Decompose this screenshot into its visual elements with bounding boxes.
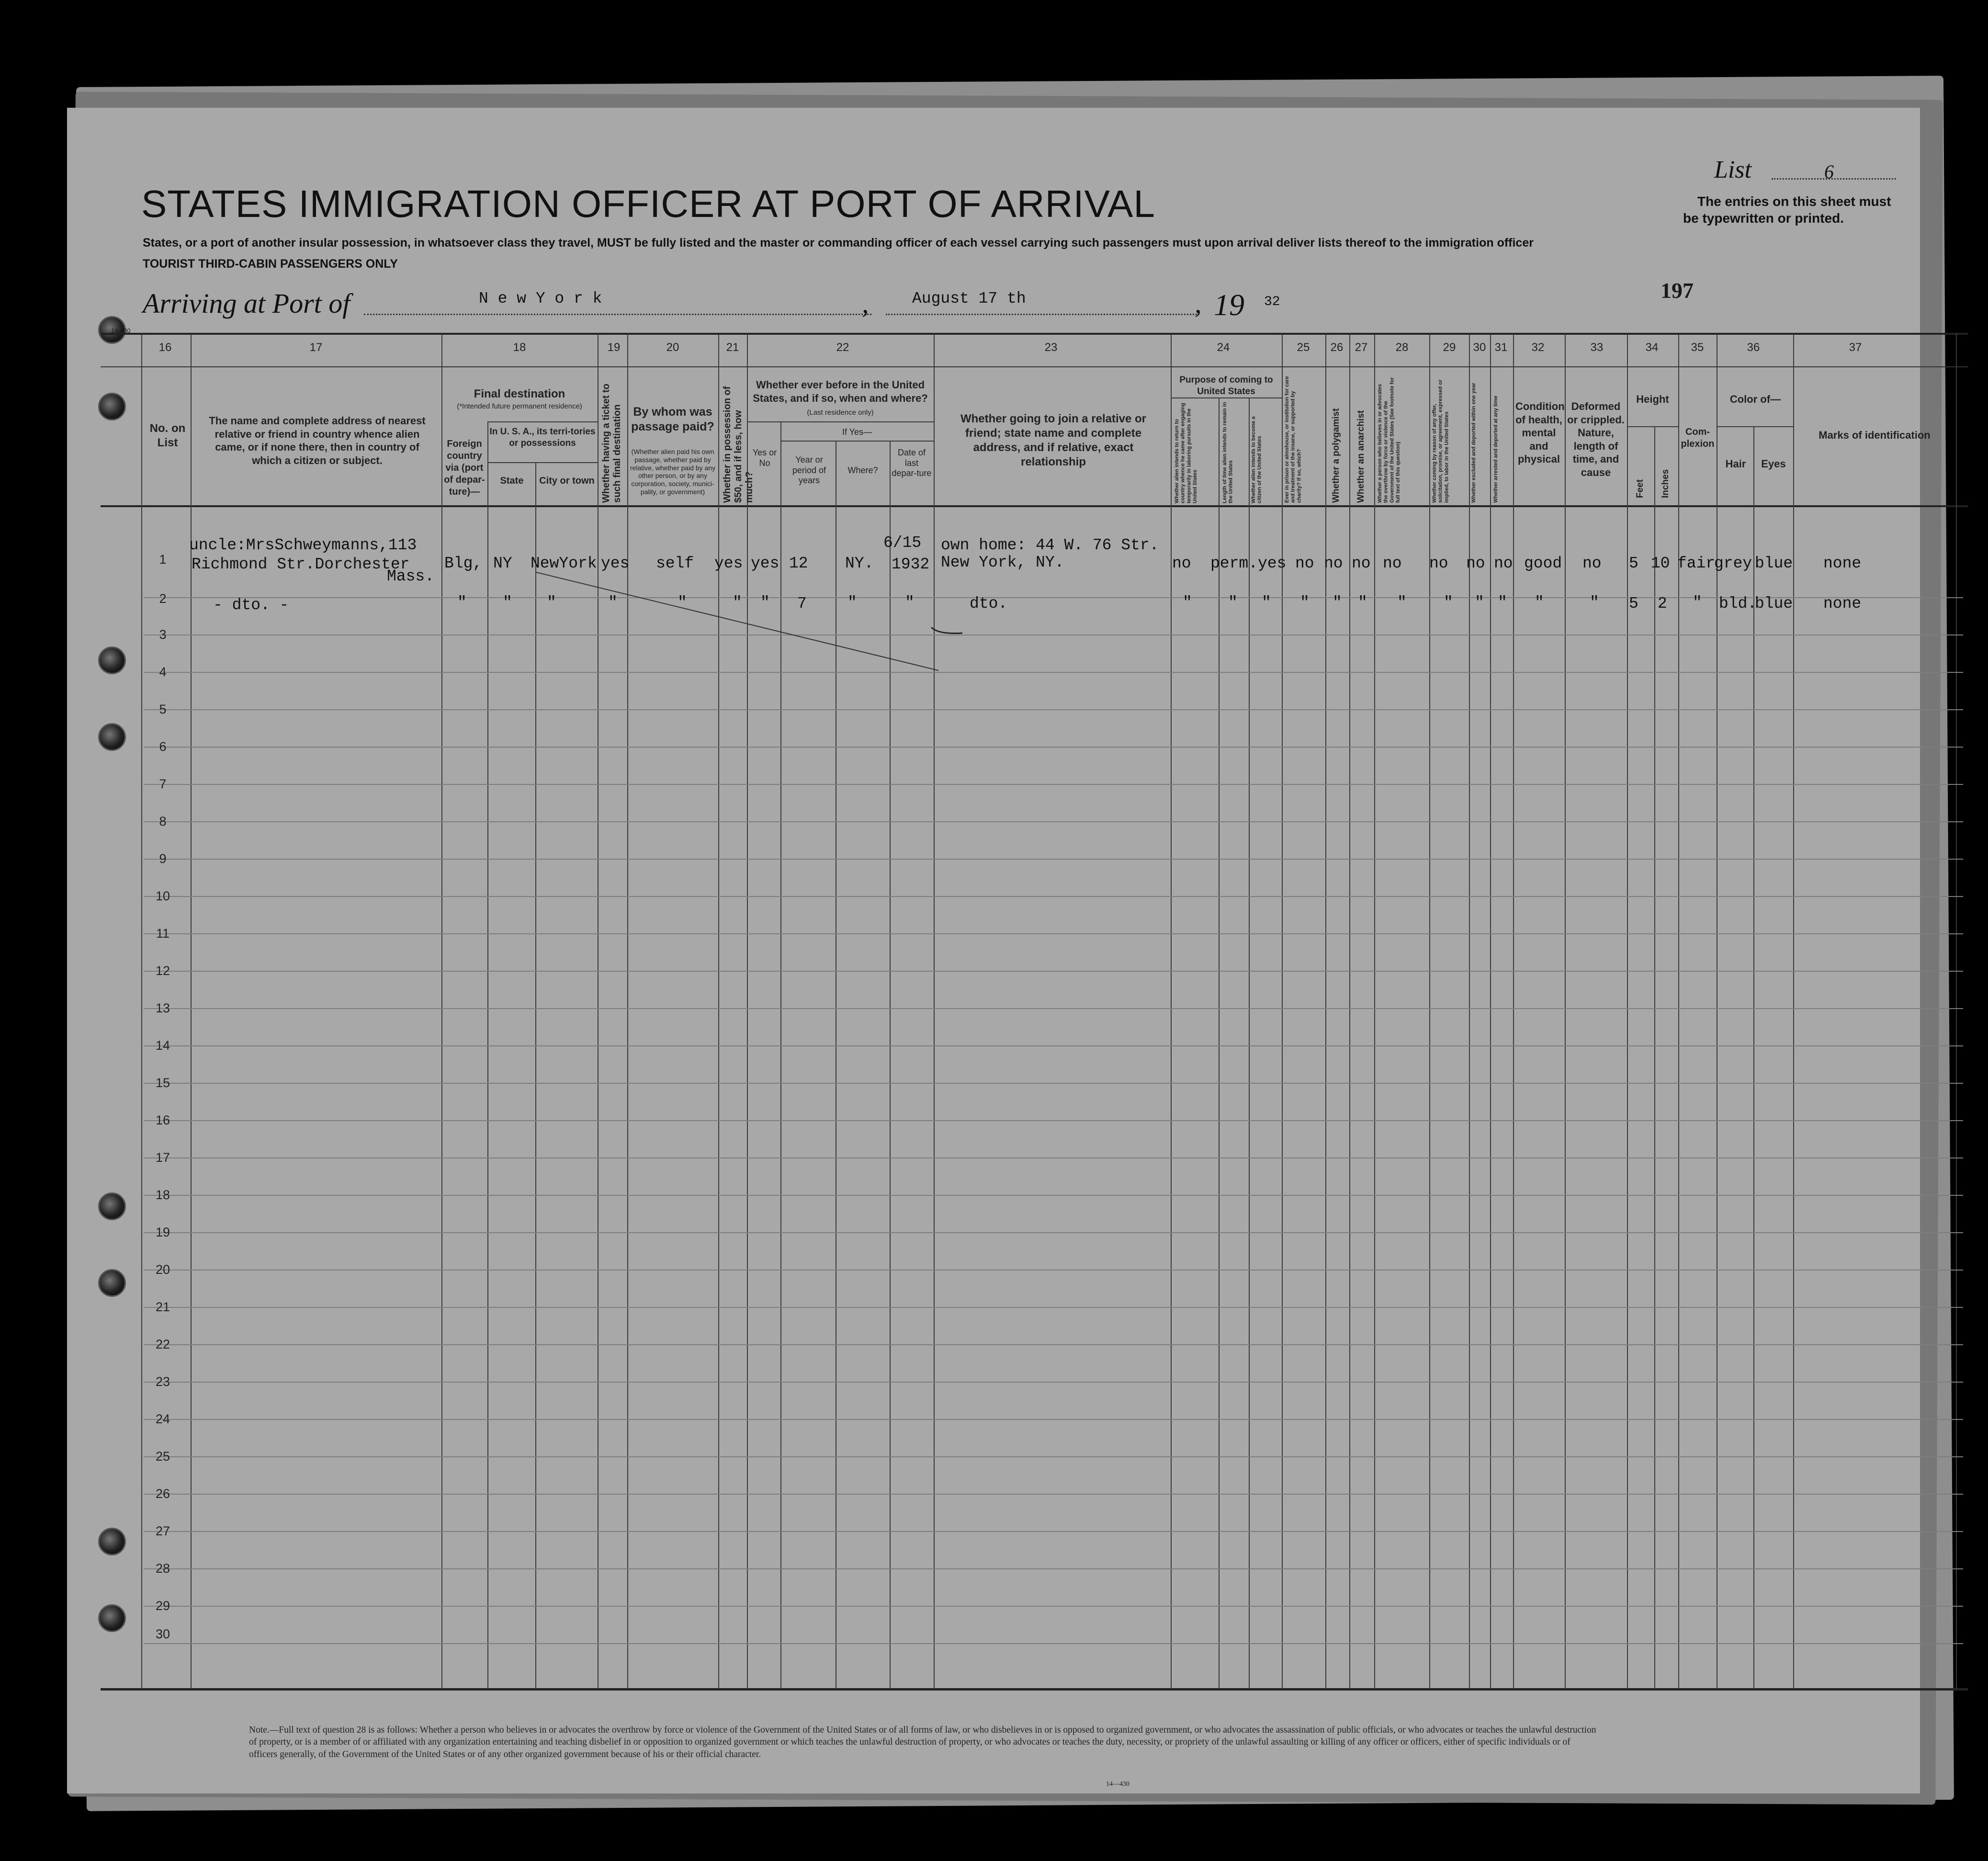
row-number: 8 — [159, 814, 167, 828]
header-nearest-relative: The name and complete address of nearest relative or friend in country whence alien came, or if none there, then in country of which a citizen or subject. — [209, 415, 426, 466]
row-number: 4 — [159, 665, 167, 679]
col-number: 17 — [309, 341, 323, 354]
footnote: Note.—Full text of question 28 is as follows: Whether a person who believes in or advocates the overthrow by force or violence of the Government of the United States or of all forms of law, or who disbelieves in or is opposed to organized government, or who advocates the assassination of public officials, or who advocates or teaches the unlawful destruction of property, or is a member of or affiliated with any organization entertaining and teaching disbelief in or opposition to organized government or which teaches the unlawful destruction of property, or who advocates or teaches the duty, necessity, or propriety of the unlawful assaulting or killing of any officer or officers, either of specific individuals or of officers generally, of the Government of the United States or of any other organized government because of his or their official character. — [249, 1725, 1596, 1759]
header-q31: Whether arrested and deported at any time — [1493, 396, 1499, 503]
col-number: 30 — [1473, 341, 1486, 354]
header-purpose-c: Whether alien intends to become a citizen of the United States — [1251, 416, 1263, 503]
port-value: N e w Y o r k — [479, 290, 602, 307]
row2-eyes: blue — [1755, 595, 1793, 613]
row-number: 26 — [155, 1487, 170, 1501]
row-number: 16 — [155, 1113, 170, 1127]
row-number: 5 — [159, 702, 167, 716]
col-number: 29 — [1443, 341, 1456, 354]
header-height: Height — [1636, 393, 1669, 405]
arrival-date: August 17 th — [912, 290, 1026, 307]
row1-years: 12 — [789, 555, 808, 572]
row1-where: NY. — [845, 555, 874, 572]
ditto-mark: " — [1590, 594, 1599, 612]
header-feet: Feet — [1635, 479, 1645, 498]
row1-relative-line2: Richmond Str.Dorchester — [192, 556, 410, 573]
list-label: List — [1714, 156, 1752, 183]
header-deformed: Deformed or crippled. Nature, length of time, and cause — [1567, 400, 1625, 478]
row1-q24a: no — [1172, 555, 1191, 572]
row-number: 17 — [155, 1150, 170, 1165]
row1-deformed: no — [1582, 555, 1602, 572]
row-number: 30 — [155, 1627, 170, 1641]
instruction-line-1: The entries on this sheet must — [1697, 194, 1891, 209]
header-marks: Marks of identification — [1819, 429, 1931, 441]
row-number: 2 — [159, 591, 167, 606]
col-number: 35 — [1691, 341, 1704, 354]
col-number: 23 — [1044, 341, 1058, 354]
row1-join-line1: own home: 44 W. 76 Str. — [941, 536, 1159, 554]
header-purpose: Purpose of coming to United States — [1179, 375, 1273, 397]
row1-relative-line3: Mass. — [387, 567, 435, 585]
row1-q27: no — [1352, 555, 1371, 572]
col-number: 19 — [607, 341, 621, 354]
row1-q25: no — [1295, 555, 1314, 572]
header-q30: Whether excluded and deported within one year — [1471, 383, 1477, 503]
ditto-mark: " — [1333, 594, 1342, 612]
header-where: Where? — [847, 465, 878, 475]
ditto-mark: " — [547, 594, 556, 612]
row1-date-top: 6/15 — [883, 534, 922, 552]
row1-health: good — [1524, 555, 1562, 572]
corner-code: 14-430 — [111, 327, 131, 334]
row1-inches: 10 — [1651, 555, 1670, 572]
row1-feet: 5 — [1629, 555, 1638, 572]
instruction-line-2: be typewritten or printed. — [1683, 211, 1844, 226]
row-number: 13 — [155, 1001, 170, 1015]
row2-join: dto. — [970, 595, 1008, 613]
row-number: 11 — [156, 926, 170, 941]
header-ever-before-note: (Last residence only) — [807, 409, 874, 417]
col-number: 26 — [1330, 341, 1344, 354]
header-health: Condition of health, mental and physical — [1515, 400, 1565, 465]
row-number: 7 — [159, 777, 167, 791]
col-number: 20 — [666, 341, 679, 354]
form-number: 14—430 — [1106, 1781, 1130, 1788]
ditto-mark: " — [457, 594, 467, 612]
col-number: 31 — [1494, 341, 1508, 354]
col-number: 34 — [1645, 341, 1659, 354]
row1-paid: self — [656, 555, 694, 572]
row1-hair: grey — [1714, 555, 1752, 572]
sheet-number: 197 — [1660, 278, 1694, 303]
header-city: City or town — [539, 476, 595, 486]
ditto-mark: " — [733, 594, 742, 612]
row-number: 14 — [155, 1038, 170, 1053]
row-number: 6 — [159, 739, 167, 754]
header-ticket: Whether having a ticket to such final destination — [601, 384, 622, 503]
col-number: 27 — [1355, 341, 1368, 354]
ditto-mark: " — [1300, 594, 1310, 612]
row-number: 21 — [155, 1300, 170, 1314]
header-date-departure: Date of last depar-ture — [892, 448, 932, 478]
header-passage-paid: By whom was passage paid? — [631, 405, 714, 434]
row1-state: NY — [493, 555, 512, 572]
row1-ticket: yes — [601, 555, 630, 572]
header-polygamist: Whether a polygamist — [1331, 408, 1341, 503]
ditto-mark: " — [1358, 594, 1367, 612]
row-number: 12 — [155, 964, 170, 978]
row1-date-bottom: 1932 — [892, 556, 930, 573]
ditto-mark: " — [608, 594, 618, 612]
header-q28: Whether a person who believes in or advocates the overthrow by force or violence of the Government of the United States (See footnote for full text of this question) — [1377, 377, 1401, 503]
header-state: State — [500, 476, 524, 486]
comma-1: , — [862, 288, 869, 319]
row2-marks: none — [1823, 595, 1862, 613]
ditto-mark: " — [1444, 594, 1453, 612]
ditto-mark: " — [1183, 594, 1192, 612]
row-number: 25 — [155, 1449, 170, 1464]
header-yes-no: Yes or No — [752, 448, 777, 468]
row1-q26: no — [1324, 555, 1343, 572]
ditto-mark: " — [1475, 594, 1484, 612]
row-number: 10 — [155, 889, 170, 903]
header-complexion: Com-plexion — [1681, 427, 1715, 449]
ditto-mark: " — [905, 594, 915, 612]
header-inches: Inches — [1660, 469, 1671, 498]
header-if-yes: If Yes— — [842, 427, 872, 437]
row2-years: 7 — [797, 595, 807, 613]
row-number: 15 — [155, 1076, 170, 1090]
header-ever-before: Whether ever before in the United States, and if so, when and where? — [753, 379, 928, 404]
row-number: 27 — [155, 1524, 170, 1538]
header-in-usa: In U. S. A., its terri-tories or possessions — [489, 427, 596, 448]
ditto-mark: " — [1535, 594, 1544, 612]
row-number: 9 — [159, 851, 167, 866]
col-number: 22 — [836, 341, 849, 354]
row1-complexion: fair — [1677, 555, 1716, 572]
ditto-mark: " — [1498, 594, 1507, 612]
header-color-of: Color of— — [1729, 393, 1781, 405]
row-number: 18 — [155, 1188, 170, 1202]
row1-q30: no — [1466, 555, 1485, 572]
col-number: 25 — [1297, 341, 1310, 354]
header-q29: Whether coming by reason of any offer, solicitation, promise, or agreement, expressed or implied, to labor in the United States — [1432, 379, 1450, 503]
row-number: 19 — [155, 1225, 170, 1239]
col-number: 32 — [1531, 341, 1545, 354]
col-number: 28 — [1395, 341, 1409, 354]
ditto-mark: " — [678, 594, 687, 612]
row1-eyes: blue — [1755, 555, 1793, 572]
row2-hair: bld. — [1719, 595, 1757, 613]
comma-2: , — [1195, 288, 1202, 319]
year-suffix: 32 — [1264, 295, 1280, 309]
list-number: 6 — [1824, 161, 1834, 182]
header-purpose-b: Length of time alien intends to remain in the United States — [1222, 402, 1234, 503]
ditto-mark: " — [1262, 594, 1271, 612]
ditto-mark: " — [1693, 594, 1702, 612]
row1-relative-line1: uncle:MrsSchweymanns,113 — [189, 536, 417, 554]
row-number: 29 — [155, 1599, 170, 1613]
col-number: 21 — [726, 341, 739, 354]
row1-yes-no: yes — [751, 555, 779, 572]
col-number: 24 — [1217, 341, 1230, 354]
arriving-label: Arriving at Port of — [143, 288, 350, 319]
ditto-mark: " — [847, 594, 857, 612]
header-anarchist: Whether an anarchist — [1356, 410, 1366, 503]
header-possession-50: Whether in possession of $50, and if less, how much? — [722, 386, 755, 503]
year-prefix: 19 — [1214, 288, 1244, 322]
row2-relative: - dto. - — [213, 596, 289, 614]
col-number: 33 — [1590, 341, 1604, 354]
header-foreign-country: Foreign country via (port of depar-ture)— — [444, 439, 485, 497]
row-number: 24 — [155, 1412, 170, 1426]
header-no-on-list: No. on List — [149, 422, 186, 449]
header-prison: Ever in prison or almshouse, or institution for care and treatment of the insane, or supported by charity? If so, which? — [1284, 376, 1302, 503]
ditto-mark: " — [760, 594, 770, 612]
header-passage-note: (Whether alien paid his own passage, whether paid by relative, whether paid by any other person, or by any corporation, society, munici-pality, or government) — [630, 448, 716, 496]
row1-q28: no — [1383, 555, 1402, 572]
row-number: 20 — [155, 1262, 170, 1277]
row1-q24b: perm. — [1210, 555, 1258, 572]
col-number: 37 — [1849, 341, 1862, 354]
header-hair: Hair — [1725, 458, 1746, 470]
row1-marks: none — [1823, 555, 1862, 572]
ditto-mark: " — [1397, 594, 1407, 612]
subtitle-line-2: TOURIST THIRD-CABIN PASSENGERS ONLY — [143, 257, 398, 271]
row-number: 1 — [159, 552, 167, 567]
subtitle-line-1: States, or a port of another insular possession, in whatsoever class they travel, MUST be fully listed and the master or commanding officer of each vessel carrying such passengers must upon arrival deliver lists thereof to the immigration officer — [143, 236, 1534, 250]
header-purpose-a: Whether alien intends to return to country whence he came after engaging temporarily in laboring pursuits in the United States — [1174, 403, 1198, 503]
row1-city: NewYork — [531, 555, 597, 572]
row1-q31: no — [1494, 555, 1513, 572]
col-number: 36 — [1747, 341, 1760, 354]
ditto-mark: " — [1228, 594, 1238, 612]
row1-q29: no — [1429, 555, 1448, 572]
header-eyes: Eyes — [1761, 458, 1786, 470]
header-final-destination: Final destination — [474, 387, 565, 400]
row2-inches: 2 — [1658, 595, 1667, 613]
row-number: 22 — [155, 1337, 170, 1351]
row-number: 3 — [159, 627, 167, 642]
header-join-relative: Whether going to join a relative or friend; state name and complete address, and if relative, exact relationship — [960, 412, 1147, 468]
row-number: 23 — [155, 1374, 170, 1389]
ditto-mark: " — [503, 594, 512, 612]
row1-fifty: yes — [714, 555, 743, 572]
row1-join-line2: New York, NY. — [941, 554, 1064, 571]
row1-foreign: Blg, — [444, 555, 483, 572]
col-number: 16 — [158, 341, 172, 354]
header-final-destination-note: (*Intended future permanent residence) — [457, 402, 582, 410]
header-year-period: Year or period of years — [792, 455, 826, 486]
col-number: 18 — [513, 341, 526, 354]
row-number: 28 — [155, 1561, 170, 1576]
page-title: STATES IMMIGRATION OFFICER AT PORT OF ARRIVAL — [141, 182, 1155, 225]
row1-q24c: yes — [1258, 555, 1287, 572]
row2-feet: 5 — [1629, 595, 1638, 613]
